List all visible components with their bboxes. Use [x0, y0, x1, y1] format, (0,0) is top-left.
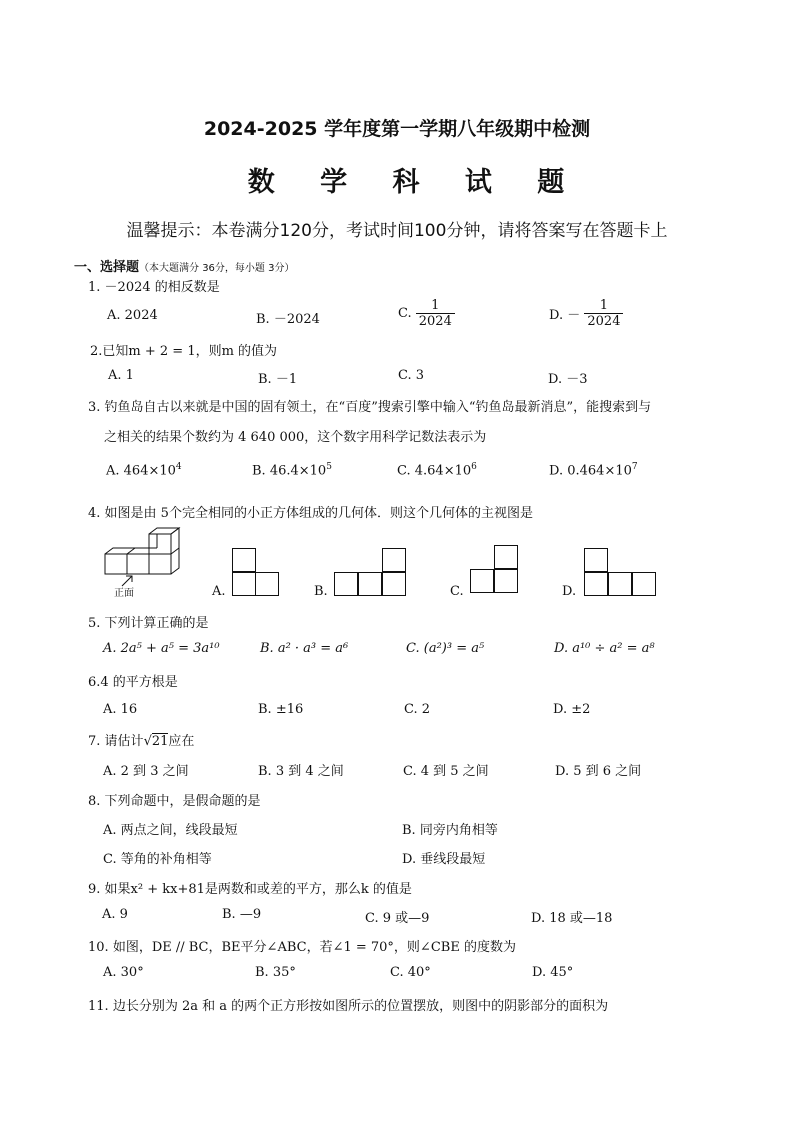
- square: [584, 572, 608, 596]
- question-number: 11.: [88, 999, 109, 1014]
- question-text: －2024 的相反数是: [104, 280, 220, 295]
- square: [470, 569, 494, 593]
- option-a: A. 1: [108, 368, 134, 383]
- option-d: D. 18 或—18: [531, 911, 613, 926]
- square: [608, 572, 632, 596]
- question-text: 请估计: [104, 734, 144, 749]
- exponent: 7: [631, 462, 638, 472]
- option-a: [106, 462, 182, 478]
- option-b: B. 35°: [255, 965, 296, 980]
- option-a-label: A.: [212, 584, 226, 599]
- question-text: 边长分别为 2a 和 a 的两个正方形按如图所示的位置摆放，则图中的阴影部分的面积为: [112, 999, 609, 1014]
- question-text: 4 的平方根是: [100, 675, 178, 690]
- square: [382, 572, 406, 596]
- question-number: 3.: [88, 400, 101, 415]
- option-d-label: D. －: [549, 308, 581, 323]
- question-1: [88, 276, 220, 295]
- question-7: [88, 730, 194, 749]
- option-text: B. 46.4×10: [252, 463, 327, 479]
- question-6: [88, 671, 178, 690]
- option-c: C. (a²)³ = a⁵: [406, 641, 485, 656]
- option-c: C. 40°: [390, 965, 431, 980]
- question-number: 6.: [88, 675, 101, 690]
- option-c-label: C.: [450, 584, 464, 599]
- question-number: 10.: [88, 940, 109, 955]
- question-number: 9.: [88, 882, 101, 897]
- square: [232, 548, 256, 572]
- square: [382, 548, 406, 572]
- option-c: [398, 298, 455, 329]
- question-number: 2.: [90, 344, 103, 359]
- question-4: [88, 502, 533, 521]
- question-number: 5.: [88, 616, 101, 631]
- question-5: [88, 612, 209, 631]
- option-a: A. 2 到 3 之间: [103, 764, 189, 779]
- square: [334, 572, 358, 596]
- option-c-label: C.: [398, 306, 412, 321]
- option-text: A. 464×10: [106, 463, 176, 479]
- option-b: B. ±16: [258, 702, 304, 717]
- question-text: 下列计算正确的是: [104, 616, 209, 631]
- option-a: A. 30°: [103, 965, 144, 980]
- exponent: 4: [175, 462, 182, 472]
- question-text: 如图，DE // BC，BE平分∠ABC，若∠1 = 70°，则∠CBE 的度数为: [112, 940, 516, 955]
- option-c: C. 3: [398, 368, 425, 383]
- option-d-label: D.: [562, 584, 577, 599]
- square: [494, 545, 518, 569]
- question-text: 下列命题中，是假命题的是: [104, 794, 261, 809]
- square: [255, 572, 279, 596]
- numerator: 1: [416, 298, 455, 314]
- square: [232, 572, 256, 596]
- section-heading: [74, 256, 294, 275]
- question-number: 4.: [88, 506, 101, 521]
- question-10: [88, 936, 516, 955]
- option-d: D. 垂线段最短: [402, 852, 486, 867]
- sqrt-icon: √: [143, 734, 152, 749]
- option-a: A. 16: [103, 702, 138, 717]
- question-number: 7.: [88, 734, 101, 749]
- square: [632, 572, 656, 596]
- question-3-line2: 之相关的结果个数约为 4 640 000，这个数字用科学记数法表示为: [104, 430, 487, 445]
- exponent: 6: [471, 462, 477, 472]
- question-2: [90, 340, 277, 359]
- fraction: [416, 298, 455, 329]
- option-a: A. 两点之间，线段最短: [103, 823, 238, 838]
- option-b: B. －2024: [256, 312, 320, 327]
- option-b: B. 同旁内角相等: [402, 823, 498, 838]
- question-text-after: 应在: [168, 734, 195, 749]
- question-11: [88, 995, 608, 1014]
- option-c-view: [470, 545, 518, 595]
- section-label: 一、选择题: [74, 260, 140, 275]
- question-text: 如果x² + kx+81是两数和或差的平方，那么k 的值是: [104, 882, 412, 897]
- question-8: [88, 790, 261, 809]
- question-number: 1.: [88, 280, 101, 295]
- question-text: 钓鱼岛自古以来就是中国的固有领土，在“百度”搜索引擎中输入“钓鱼岛最新消息”，能搜索到与: [104, 400, 652, 415]
- option-c: C. 等角的补角相等: [103, 852, 212, 867]
- question-text: 已知m + 2 = 1，则m 的值为: [102, 344, 278, 359]
- exam-subtitle: 数 学 科 试 题: [247, 167, 583, 198]
- option-b: B. —9: [222, 907, 262, 922]
- option-d: [549, 462, 638, 478]
- option-b-view: [334, 548, 406, 596]
- exponent: 5: [326, 462, 332, 472]
- option-a: A. 2a⁵ + a⁵ = 3a¹⁰: [103, 641, 220, 656]
- option-a: A. 9: [102, 907, 128, 922]
- option-b-label: B.: [314, 584, 328, 599]
- radicand: 21: [151, 734, 169, 749]
- option-d: D. －3: [548, 372, 588, 387]
- question-text: 如图是由 5个完全相同的小正方体组成的几何体．则这个几何体的主视图是: [104, 506, 533, 521]
- question-number: 8.: [88, 794, 101, 809]
- fraction: [584, 298, 623, 329]
- square: [358, 572, 382, 596]
- option-d: D. ±2: [553, 702, 591, 717]
- denominator: 2024: [587, 314, 621, 329]
- option-b: [252, 462, 332, 478]
- question-3: [88, 396, 651, 415]
- option-d: [549, 298, 623, 329]
- option-c: [397, 462, 477, 478]
- option-b: B. －1: [258, 372, 298, 387]
- option-b: B. a² · a³ = a⁶: [260, 641, 349, 656]
- front-view-label: 正面: [114, 588, 134, 599]
- exam-tip: 温馨提示：本卷满分120分，考试时间100分钟，请将答案写在答题卡上: [126, 221, 668, 241]
- square: [584, 548, 608, 572]
- option-d: D. 45°: [532, 965, 574, 980]
- option-d: D. 5 到 6 之间: [555, 764, 642, 779]
- section-note: （本大题满分 36分，每小题 3分）: [139, 263, 295, 274]
- question-9: [88, 878, 412, 897]
- option-b: B. 3 到 4 之间: [258, 764, 344, 779]
- option-c: C. 4 到 5 之间: [403, 764, 489, 779]
- option-c: C. 9 或—9: [365, 911, 430, 926]
- option-d: D. a¹⁰ ÷ a² = a⁸: [554, 641, 655, 656]
- option-d-view: [584, 548, 658, 596]
- option-c: C. 2: [404, 702, 431, 717]
- denominator: 2024: [418, 314, 452, 329]
- option-text: C. 4.64×10: [397, 463, 472, 479]
- exam-title: 2024-2025 学年度第一学期八年级期中检测: [203, 118, 591, 140]
- option-text: D. 0.464×10: [549, 463, 632, 479]
- numerator: 1: [584, 298, 623, 314]
- option-a-view: [232, 548, 280, 596]
- square: [494, 569, 518, 593]
- option-a: A. 2024: [107, 308, 158, 323]
